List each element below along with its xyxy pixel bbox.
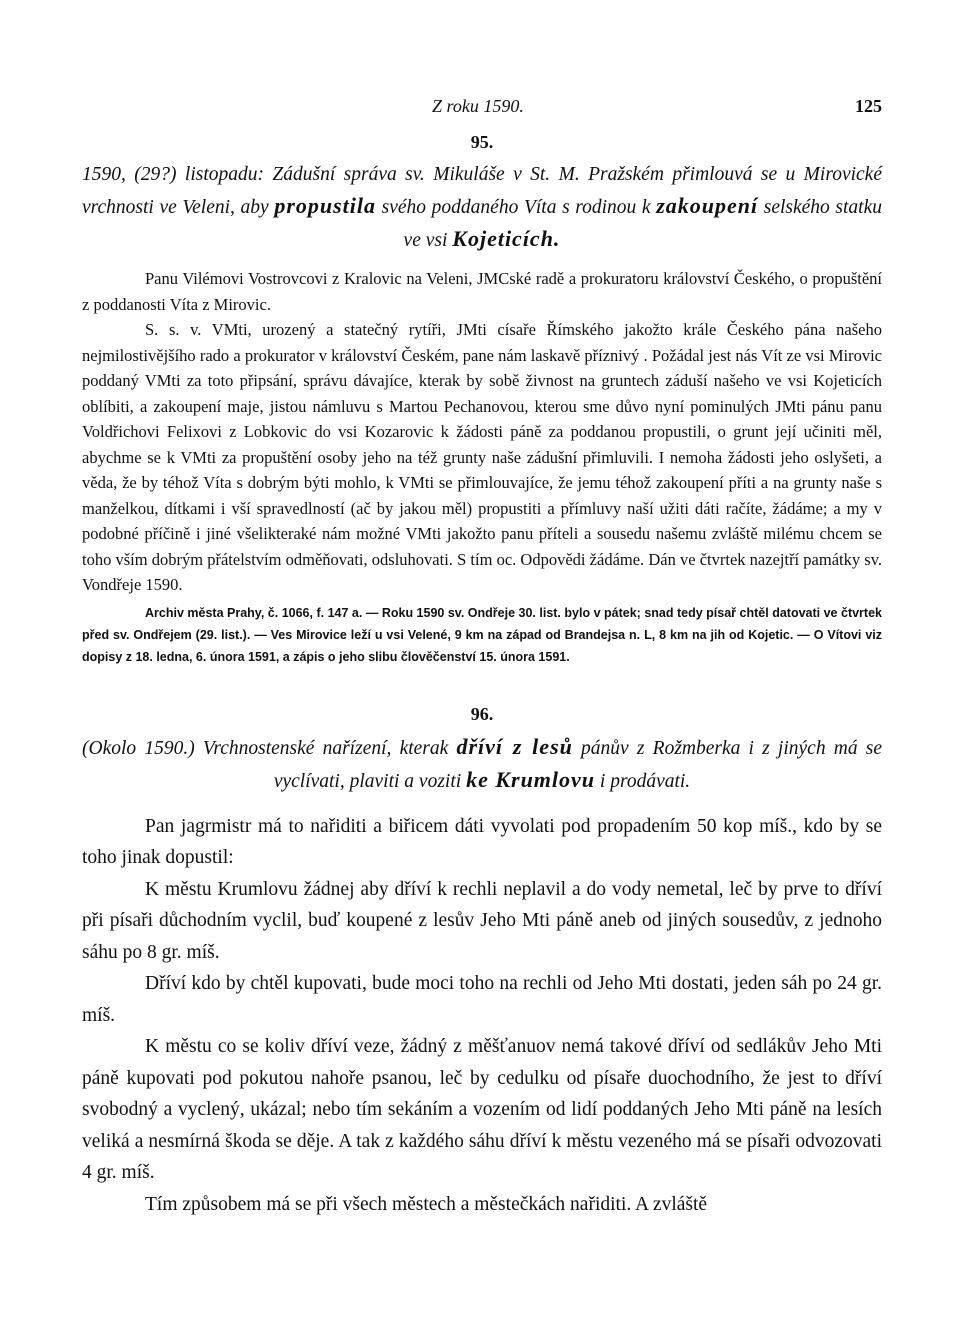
heading-text: svého poddaného Víta s rodinou k xyxy=(376,197,657,218)
heading-emphasis: dříví z lesů xyxy=(456,733,573,759)
heading-emphasis: Kojeticích. xyxy=(452,226,561,251)
document-96-heading xyxy=(82,731,882,797)
page-header xyxy=(82,90,882,120)
page xyxy=(82,90,882,1220)
heading-emphasis: ke Krumlovu xyxy=(466,766,596,792)
heading-emphasis: propustila xyxy=(274,193,377,218)
letter-body: S. s. v. VMti, urozený a statečný rytíři, JMti císaře Římského jakožto krále Českého pána našeho nejmilostivějšího rado a prokurator v království Českém, pane nám laskavě příznivý . Požádal jest nás Vít ze vsi Mirovic poddaný VMti za toto připsání, správu dávajíce, kterak by sobě živnost na gruntech záduší našeho ve vsi Kojeticích oblíbiti, a zakoupení maje, jistou námluvu s Martou Pechanovou, kterou sme důvo nyní pominulých JMti pánu panu Voldřichovi Felixovi z Lobkovic do vsi Kozarovic k žádosti páně za poddanou propustili, o grunt její učiniti měl, abychme se k VMti za propuštění osoby jeho na též grunty naše zádušní přimluvili. I nemoha žádosti jeho oslyšeti, a věda, že by téhož Víta s dobrým býti mohlo, k VMti se přimlouvajíce, že jemu téhož zakoupení příti a na grunty naše s manželkou, dítkami i vší spravedlností (ač by jakou měl) propustiti a přímluvy naší užiti dáti račíte, žádáme; a my v podobné příčině i jiné všelikteraké nám možné VMti jakožto panu příteli a sousedu našemu zvláště milému chcem se toho vším dobrým přátelstvím odměňovati, odsluhovati. S tím oc. Odpovědi žádáme. Dán ve čtvrtek nazejtří památky sv. Vondřeje 1590. xyxy=(82,320,882,594)
heading-text: pánův z Rožmberka i z jiných má se vyclívati, plaviti a voziti xyxy=(273,737,883,792)
heading-text: 1590, (29?) listopadu: Zádušní správa sv. Mikuláše v St. M. Pražském přimlouvá se u Mirovické vrchnosti ve Veleni, aby xyxy=(82,164,882,218)
running-title: Z roku 1590. xyxy=(432,96,524,116)
ordinance-paragraph: Pan jagrmistr má to nařiditi a biřicem dáti vyvolati pod propadením 50 kop míš., kdo by se toho jinak dopustil: xyxy=(82,815,882,868)
ordinance-paragraph: Dříví kdo by chtěl kupovati, bude moci toho na rechli od Jeho Mti dostati, jeden sáh po 24 gr. míš. xyxy=(82,973,882,1026)
ordinance-paragraph: K městu co se koliv dříví veze, žádný z měšťanuov nemá takové dříví od sedlákův Jeho Mti páně kupovati pod pokutou nahoře psanou, leč by cedulku od písaře duochodního, že jest to dříví svobodný a vyclený, ukázal; nebo tím sekáním a vozením od lidí poddaných Jeho Mti páně na lesích veliká a nesmírná škoda se děje. A tak z každého sáhu dříví k městu vezeného má se písaři odvozovati 4 gr. míš. xyxy=(82,1036,882,1183)
heading-text: i prodávati. xyxy=(595,770,691,792)
document-95-heading xyxy=(82,159,882,256)
archive-note: Archiv města Prahy, č. 1066, f. 147 a. — Roku 1590 sv. Ondřeje 30. list. bylo v pátek; snad tedy písař chtěl datovati ve čtvrtek před sv. Ondřejem (29. list.). — Ves Mirovice leží u vsi Velené, 9 km na západ od Brandejsa n. L, 8 km na jih od Kojetic. — O Vítovi viz dopisy z 18. ledna, 6. února 1591, a zápis o jeho slibu člověčenství 15. února 1591. xyxy=(82,605,882,664)
document-number-95: 95. xyxy=(470,132,494,152)
heading-text: (Okolo 1590.) Vrchnostenské nařízení, kterak xyxy=(82,737,457,759)
page-number: 125 xyxy=(855,96,882,116)
document-number-96: 96. xyxy=(470,703,494,724)
heading-emphasis: zakoupení xyxy=(656,193,759,218)
heading-text: selského statku ve vsi xyxy=(403,197,883,251)
letter-address: Panu Vilémovi Vostrovcovi z Kralovic na Veleni, JMCské radě a prokuratoru království Českého, o propuštění z poddanosti Víta z Mirovic. xyxy=(82,269,882,314)
ordinance-paragraph: Tím způsobem má se při všech městech a městečkách nařiditi. A zvláště xyxy=(145,1193,708,1215)
ordinance-paragraph: K městu Krumlovu žádnej aby dříví k rechli neplavil a do vody nemetal, leč by prve to dříví při písaři důchodním vyclil, buď koupené z lesův Jeho Mti páně aneb od jiných sousedův, z jednoho sáhu po 8 gr. míš. xyxy=(82,878,882,963)
